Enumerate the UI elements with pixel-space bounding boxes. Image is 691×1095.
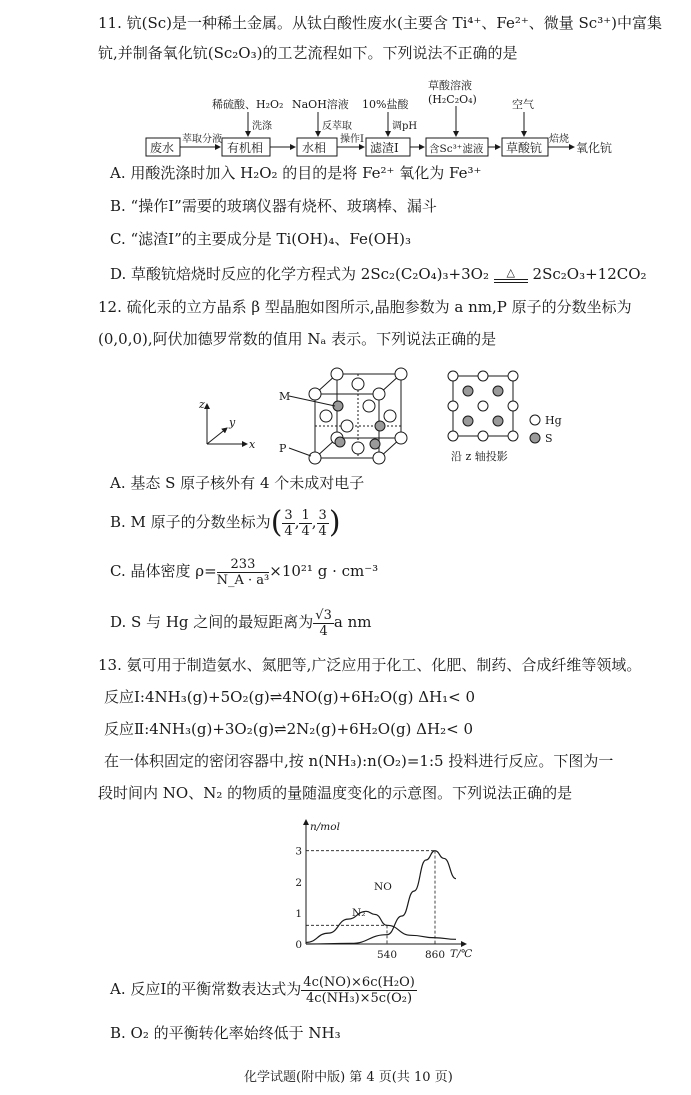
q12-option-c [110, 553, 378, 589]
x-tick-860: 860 [424, 949, 446, 961]
frac-b1-den: 4 [284, 523, 293, 539]
dist-num: √3 [315, 607, 332, 623]
y-tick-3: 3 [295, 845, 302, 858]
q13-chart [280, 812, 480, 970]
double-line [494, 279, 528, 283]
legend-s: S [545, 432, 553, 445]
q12-option-d-text: D. S 与 Hg 之间的最短距离为 [110, 613, 314, 631]
q12-option-b-text: B. M 原子的分数坐标为 [110, 513, 271, 531]
density-den: N_A · a³ [216, 572, 270, 588]
dist-unit: a nm [333, 613, 372, 631]
x-axis-label: T/℃ [450, 948, 473, 960]
q11-option-d [110, 261, 647, 287]
label-P: P [279, 442, 287, 455]
q11-flowchart [140, 78, 660, 160]
box-organic: 有机相 [227, 141, 264, 155]
q12-crystal-figure [195, 364, 595, 468]
q13-stem-line1: 13. 氨可用于制造氨水、氮肥等,广泛应用于化工、化肥、制药、合成纤维等领域。 [98, 656, 642, 674]
y-tick-1: 1 [295, 907, 302, 920]
q11-option-d-products: 2Sc₂O₃+12CO₂ [532, 265, 647, 283]
product-sc-oxide: 氧化钪 [576, 141, 613, 155]
q12-stem-line1: 12. 硫化汞的立方晶系 β 型晶胞如图所示,晶胞参数为 a nm,P 原子的分数坐标为 [98, 298, 632, 316]
q12-option-a: A. 基态 S 原子核外有 4 个未成对电子 [110, 474, 365, 492]
q13-reaction-2: 反应Ⅱ:4NH₃(g)+3O₂(g)⇌2N₂(g)+6H₂O(g) ΔH₂< 0 [104, 720, 473, 738]
series-label-n2: N₂ [352, 907, 366, 919]
axis-x: x [249, 438, 256, 451]
frac-b1-num: 3 [284, 507, 293, 523]
legend-hg: Hg [545, 414, 562, 427]
y-tick-0: 0 [295, 939, 302, 951]
density-unit: ×10²¹ g · cm⁻³ [269, 562, 379, 580]
frac-b2-den: 4 [301, 523, 310, 539]
q12-option-d [110, 604, 371, 640]
q11-stem-line1: 11. 钪(Sc)是一种稀土金属。从钛白酸性废水(主要含 Ti⁴⁺、Fe²⁺、微量 Sc³⁺)中富集 [98, 14, 662, 32]
q12-stem-line2: (0,0,0),阿伏加德罗常数的值用 Nₐ 表示。下列说法正确的是 [98, 330, 497, 348]
q13-reaction-1: 反应Ⅰ:4NH₃(g)+5O₂(g)⇌4NO(g)+6H₂O(g) ΔH₁< 0 [104, 688, 476, 706]
q13-stem-line5: 段时间内 NO、N₂ 的物质的量随温度变化的示意图。下列说法正确的是 [98, 784, 573, 802]
reagent-acid: 稀硫酸、H₂O₂ [212, 98, 284, 111]
q11-option-d-text: D. 草酸钪焙烧时反应的化学方程式为 2Sc₂(C₂O₄)₃+3O₂ [110, 265, 489, 283]
reagent-naoh: NaOH溶液 [292, 98, 349, 111]
box-sc-oxalate: 草酸钪 [506, 141, 543, 155]
dist-den: 4 [319, 623, 328, 639]
reagent-oxalic-formula: (H₂C₂O₄) [428, 93, 477, 106]
q13-option-a [110, 970, 417, 1008]
q13-option-b: B. O₂ 的平衡转化率始终低于 NH₃ [110, 1024, 341, 1042]
heat-symbol: △ [506, 265, 515, 279]
frac-b3-num: 3 [318, 507, 327, 523]
frac-b2-num: 1 [301, 507, 310, 523]
y-tick-2: 2 [295, 876, 302, 889]
x-tick-540: 540 [376, 949, 398, 961]
q11-option-b: B. “操作Ⅰ”需要的玻璃仪器有烧杯、玻璃棒、漏斗 [110, 197, 437, 215]
q11-equals-heat [494, 267, 528, 284]
series-line-no [306, 851, 456, 944]
projection-view [448, 371, 518, 463]
k-num: 4c(NO)×6c(H₂O) [303, 974, 415, 990]
legend [530, 414, 562, 445]
reagent-hcl: 10%盐酸 [362, 98, 409, 111]
page-footer: 化学试题(附中版) 第 4 页(共 10 页) [244, 1070, 453, 1085]
frac-b3-den: 4 [318, 523, 327, 539]
reagent-air: 空气 [512, 98, 534, 111]
label-adjust-ph: 调pH [392, 121, 418, 132]
k-den: 4c(NH₃)×5c(O₂) [306, 990, 413, 1006]
series-line-n2 [306, 911, 456, 942]
label-operation1: 操作Ⅰ [340, 134, 364, 145]
box-residue: 滤渣Ⅰ [370, 141, 399, 155]
projection-caption: 沿 z 轴投影 [451, 450, 508, 463]
q13-stem-line4: 在一体积固定的密闭容器中,按 n(NH₃):n(O₂)=1:5 投料进行反应。下图为一 [104, 752, 614, 770]
q12-option-b: B. M 原子的分数坐标为( $\frac{3}{4}$ , $\frac{1}{4}$ , $\frac{3}{4}$ ) [110, 505, 341, 540]
series-label-no: NO [374, 881, 392, 893]
q13-option-a-text: A. 反应Ⅰ的平衡常数表达式为 [110, 980, 302, 998]
box-wastewater: 废水 [150, 141, 175, 155]
box-filtrate: 含Sc³⁺滤液 [429, 143, 484, 155]
label-back-extract: 反萃取 [322, 121, 352, 132]
reagent-oxalic: 草酸溶液 [428, 79, 472, 92]
box-aqueous: 水相 [302, 141, 327, 155]
density-num: 233 [217, 557, 270, 573]
q11-stem-line2: 钪,并制备氧化钪(Sc₂O₃)的工艺流程如下。下列说法不正确的是 [98, 44, 518, 62]
label-roast: 焙烧 [549, 134, 569, 145]
label-M: M [279, 390, 291, 403]
q11-option-c: C. “滤渣Ⅰ”的主要成分是 Ti(OH)₄、Fe(OH)₃ [110, 230, 411, 248]
q11-option-a: A. 用酸洗涤时加入 H₂O₂ 的目的是将 Fe²⁺ 氧化为 Fe³⁺ [110, 164, 482, 182]
label-extract: 萃取分液 [182, 134, 222, 145]
label-wash: 洗涤 [252, 121, 272, 132]
y-axis-label: n/mol [310, 821, 340, 833]
axis-z: z [199, 398, 205, 411]
q12-option-c-text: C. 晶体密度 ρ= [110, 562, 217, 580]
axis-y: y [229, 416, 236, 429]
